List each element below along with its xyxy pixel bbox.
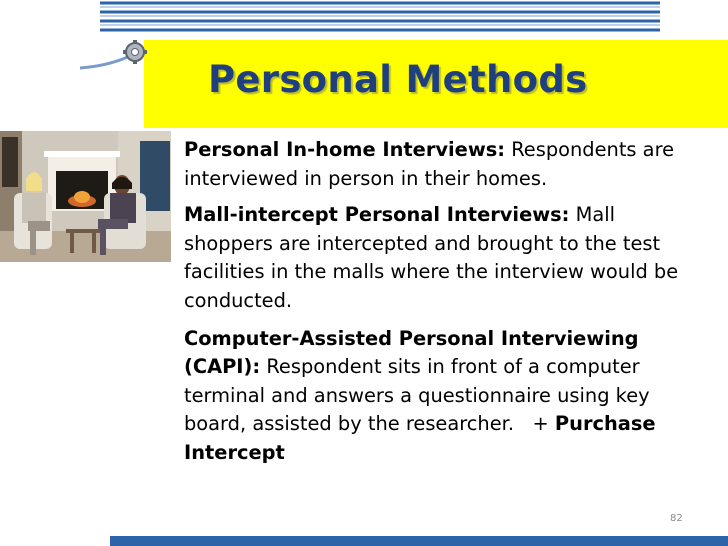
item-body: Respondent sits in front of a computer terminal and answers a questionnaire using key board, assisted by the researcher. +: [184, 355, 656, 436]
interview-photo: [0, 131, 171, 262]
item-body: Respondents are interviewed in person in their homes.: [184, 138, 675, 190]
footer-bar: [110, 536, 728, 546]
item-body: Mall shoppers are intercepted and brought to the test facilities in the malls where the interview would be conducted.: [184, 203, 679, 312]
item-heading: Personal In-home Interviews:: [184, 138, 506, 161]
slide-title: Personal Methods: [208, 58, 588, 101]
gear-pin-icon: [78, 38, 158, 78]
page-number: 82: [670, 513, 683, 524]
list-item: [184, 136, 704, 193]
list-item: [184, 201, 704, 315]
slide-body: [184, 136, 704, 476]
header-decorative-lines: [100, 0, 728, 40]
item-heading: Computer-Assisted Personal Interviewing (CAPI):: [184, 326, 639, 379]
item-heading: Mall-intercept Personal Interviews:: [184, 203, 570, 227]
list-item: [184, 325, 704, 468]
item-tail: Purchase Intercept: [184, 412, 656, 464]
